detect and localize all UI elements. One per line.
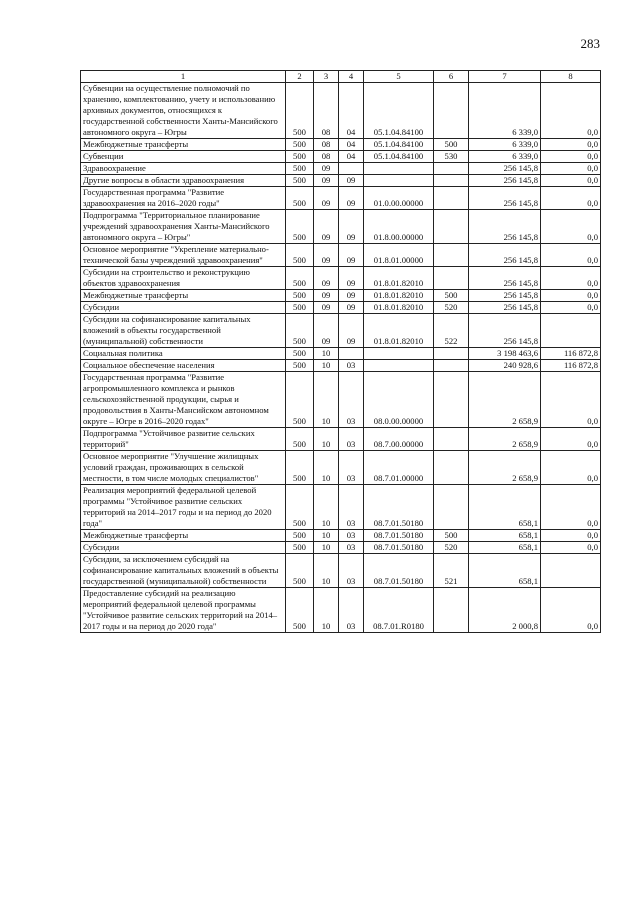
amount-federal: 0,0 bbox=[541, 175, 601, 187]
amount-total: 240 928,6 bbox=[469, 360, 541, 372]
table-row bbox=[81, 542, 601, 554]
subsection-code: 09 bbox=[339, 175, 364, 187]
item-name: Субсидии bbox=[81, 542, 286, 554]
table-row bbox=[81, 187, 601, 210]
item-name: Подпрограмма "Территориальное планирование учреждений здравоохранения Ханты-Мансийского автономного округа – Югры" bbox=[81, 210, 286, 244]
amount-federal: 116 872,8 bbox=[541, 348, 601, 360]
amount-total: 3 198 463,6 bbox=[469, 348, 541, 360]
amount-federal bbox=[541, 554, 601, 588]
ministry-code: 500 bbox=[286, 244, 314, 267]
item-name: Субвенции bbox=[81, 151, 286, 163]
subsection-code bbox=[339, 163, 364, 175]
amount-total: 6 339,0 bbox=[469, 83, 541, 139]
section-code: 08 bbox=[314, 139, 339, 151]
ministry-code: 500 bbox=[286, 163, 314, 175]
subsection-code: 04 bbox=[339, 139, 364, 151]
amount-federal: 0,0 bbox=[541, 83, 601, 139]
ministry-code: 500 bbox=[286, 588, 314, 633]
ministry-code: 500 bbox=[286, 451, 314, 485]
item-name: Межбюджетные трансферты bbox=[81, 290, 286, 302]
table-row bbox=[81, 267, 601, 290]
ministry-code: 500 bbox=[286, 485, 314, 530]
column-number: 4 bbox=[339, 71, 364, 83]
expense-type-code: 500 bbox=[434, 290, 469, 302]
ministry-code: 500 bbox=[286, 372, 314, 428]
item-name: Социальное обеспечение населения bbox=[81, 360, 286, 372]
amount-total: 2 000,8 bbox=[469, 588, 541, 633]
subsection-code: 09 bbox=[339, 210, 364, 244]
item-name: Государственная программа "Развитие агропромышленного комплекса и рынков сельскохозяйственной продукции, сырья и продовольствия в Ханты-Мансийском автономном округе – Югре в 2016–2020 годах" bbox=[81, 372, 286, 428]
target-article-code bbox=[364, 175, 434, 187]
table-row bbox=[81, 244, 601, 267]
item-name: Другие вопросы в области здравоохранения bbox=[81, 175, 286, 187]
amount-total: 2 658,9 bbox=[469, 372, 541, 428]
expense-type-code bbox=[434, 588, 469, 633]
expense-type-code: 500 bbox=[434, 139, 469, 151]
expense-type-code: 520 bbox=[434, 542, 469, 554]
amount-total: 2 658,9 bbox=[469, 451, 541, 485]
expense-type-code: 500 bbox=[434, 530, 469, 542]
section-code: 10 bbox=[314, 554, 339, 588]
target-article-code: 05.1.04.84100 bbox=[364, 151, 434, 163]
amount-federal: 0,0 bbox=[541, 372, 601, 428]
column-number: 6 bbox=[434, 71, 469, 83]
amount-total: 256 145,8 bbox=[469, 187, 541, 210]
amount-federal: 0,0 bbox=[541, 187, 601, 210]
subsection-code: 09 bbox=[339, 187, 364, 210]
target-article-code: 08.0.00.00000 bbox=[364, 372, 434, 428]
ministry-code: 500 bbox=[286, 290, 314, 302]
target-article-code: 01.8.01.82010 bbox=[364, 314, 434, 348]
amount-federal: 0,0 bbox=[541, 210, 601, 244]
target-article-code: 01.8.01.82010 bbox=[364, 302, 434, 314]
amount-federal: 0,0 bbox=[541, 530, 601, 542]
subsection-code: 03 bbox=[339, 372, 364, 428]
item-name: Межбюджетные трансферты bbox=[81, 530, 286, 542]
target-article-code: 01.0.00.00000 bbox=[364, 187, 434, 210]
table-row bbox=[81, 372, 601, 428]
section-code: 09 bbox=[314, 163, 339, 175]
amount-federal: 0,0 bbox=[541, 267, 601, 290]
subsection-code: 09 bbox=[339, 244, 364, 267]
section-code: 10 bbox=[314, 451, 339, 485]
section-code: 10 bbox=[314, 542, 339, 554]
amount-federal: 0,0 bbox=[541, 542, 601, 554]
target-article-code: 08.7.01.50180 bbox=[364, 554, 434, 588]
column-number-row bbox=[81, 71, 601, 83]
amount-federal: 0,0 bbox=[541, 139, 601, 151]
column-number: 8 bbox=[541, 71, 601, 83]
table-row bbox=[81, 485, 601, 530]
section-code: 09 bbox=[314, 290, 339, 302]
ministry-code: 500 bbox=[286, 530, 314, 542]
subsection-code: 09 bbox=[339, 290, 364, 302]
subsection-code: 03 bbox=[339, 542, 364, 554]
expense-type-code bbox=[434, 267, 469, 290]
section-code: 09 bbox=[314, 187, 339, 210]
item-name: Предоставление субсидий на реализацию мероприятий федеральной целевой программы "Устойчивое развитие сельских территорий на 2014–2017 годы и на период до 2020 года" bbox=[81, 588, 286, 633]
amount-total: 256 145,8 bbox=[469, 210, 541, 244]
target-article-code: 01.8.01.00000 bbox=[364, 244, 434, 267]
ministry-code: 500 bbox=[286, 210, 314, 244]
amount-total: 256 145,8 bbox=[469, 290, 541, 302]
amount-federal bbox=[541, 314, 601, 348]
item-name: Субсидии на строительство и реконструкцию объектов здравоохранения bbox=[81, 267, 286, 290]
expense-type-code bbox=[434, 348, 469, 360]
section-code: 10 bbox=[314, 360, 339, 372]
item-name: Государственная программа "Развитие здравоохранения на 2016–2020 годы" bbox=[81, 187, 286, 210]
expense-type-code bbox=[434, 485, 469, 530]
expense-type-code: 520 bbox=[434, 302, 469, 314]
table-row bbox=[81, 348, 601, 360]
item-name: Социальная политика bbox=[81, 348, 286, 360]
section-code: 10 bbox=[314, 485, 339, 530]
subsection-code bbox=[339, 348, 364, 360]
target-article-code bbox=[364, 360, 434, 372]
ministry-code: 500 bbox=[286, 360, 314, 372]
amount-federal: 0,0 bbox=[541, 428, 601, 451]
expense-type-code bbox=[434, 372, 469, 428]
subsection-code: 04 bbox=[339, 151, 364, 163]
amount-total: 6 339,0 bbox=[469, 139, 541, 151]
subsection-code: 03 bbox=[339, 451, 364, 485]
table-row bbox=[81, 428, 601, 451]
expense-type-code bbox=[434, 163, 469, 175]
target-article-code: 08.7.01.50180 bbox=[364, 485, 434, 530]
expense-type-code: 530 bbox=[434, 151, 469, 163]
table-row bbox=[81, 554, 601, 588]
item-name: Субсидии, за исключением субсидий на софинансирование капитальных вложений в объекты государственной (муниципальной) собственности bbox=[81, 554, 286, 588]
amount-total: 256 145,8 bbox=[469, 244, 541, 267]
subsection-code: 03 bbox=[339, 485, 364, 530]
target-article-code: 08.7.01.R0180 bbox=[364, 588, 434, 633]
target-article-code: 05.1.04.84100 bbox=[364, 139, 434, 151]
ministry-code: 500 bbox=[286, 187, 314, 210]
section-code: 08 bbox=[314, 151, 339, 163]
item-name: Субвенции на осуществление полномочий по хранению, комплектованию, учету и использованию архивных документов, относящихся к государственной собственности Ханты-Мансийского автономного округа – Югры bbox=[81, 83, 286, 139]
subsection-code: 03 bbox=[339, 360, 364, 372]
item-name: Подпрограмма "Устойчивое развитие сельских территорий" bbox=[81, 428, 286, 451]
ministry-code: 500 bbox=[286, 428, 314, 451]
amount-federal: 0,0 bbox=[541, 451, 601, 485]
expense-type-code bbox=[434, 428, 469, 451]
ministry-code: 500 bbox=[286, 139, 314, 151]
section-code: 09 bbox=[314, 244, 339, 267]
column-number: 2 bbox=[286, 71, 314, 83]
target-article-code: 05.1.04.84100 bbox=[364, 83, 434, 139]
table-row bbox=[81, 360, 601, 372]
expense-type-code: 521 bbox=[434, 554, 469, 588]
subsection-code: 09 bbox=[339, 267, 364, 290]
budget-table-body bbox=[81, 71, 601, 633]
ministry-code: 500 bbox=[286, 542, 314, 554]
page-number: 283 bbox=[580, 36, 600, 51]
amount-total: 658,1 bbox=[469, 485, 541, 530]
section-code: 10 bbox=[314, 588, 339, 633]
section-code: 10 bbox=[314, 348, 339, 360]
ministry-code: 500 bbox=[286, 348, 314, 360]
amount-federal: 0,0 bbox=[541, 151, 601, 163]
expense-type-code bbox=[434, 83, 469, 139]
ministry-code: 500 bbox=[286, 554, 314, 588]
section-code: 08 bbox=[314, 83, 339, 139]
expense-type-code bbox=[434, 451, 469, 485]
expense-type-code bbox=[434, 175, 469, 187]
column-number: 3 bbox=[314, 71, 339, 83]
subsection-code: 03 bbox=[339, 530, 364, 542]
target-article-code: 01.8.01.82010 bbox=[364, 267, 434, 290]
target-article-code: 08.7.01.50180 bbox=[364, 542, 434, 554]
target-article-code: 08.7.01.50180 bbox=[364, 530, 434, 542]
expense-type-code bbox=[434, 210, 469, 244]
amount-federal: 0,0 bbox=[541, 290, 601, 302]
target-article-code bbox=[364, 163, 434, 175]
amount-total: 6 339,0 bbox=[469, 151, 541, 163]
item-name: Здравоохранение bbox=[81, 163, 286, 175]
target-article-code bbox=[364, 348, 434, 360]
section-code: 10 bbox=[314, 428, 339, 451]
section-code: 10 bbox=[314, 372, 339, 428]
amount-federal: 0,0 bbox=[541, 302, 601, 314]
expense-type-code: 522 bbox=[434, 314, 469, 348]
amount-total: 256 145,8 bbox=[469, 267, 541, 290]
expense-type-code bbox=[434, 244, 469, 267]
subsection-code: 09 bbox=[339, 302, 364, 314]
item-name: Основное мероприятие "Улучшение жилищных условий граждан, проживающих в сельской местности, в том числе молодых специалистов" bbox=[81, 451, 286, 485]
item-name: Реализация мероприятий федеральной целевой программы "Устойчивое развитие сельских территорий на 2014–2017 годы и на период до 2020 года" bbox=[81, 485, 286, 530]
ministry-code: 500 bbox=[286, 314, 314, 348]
table-row bbox=[81, 588, 601, 633]
item-name: Субсидии bbox=[81, 302, 286, 314]
table-row bbox=[81, 530, 601, 542]
table-row bbox=[81, 175, 601, 187]
target-article-code: 01.8.01.82010 bbox=[364, 290, 434, 302]
amount-federal: 0,0 bbox=[541, 244, 601, 267]
ministry-code: 500 bbox=[286, 175, 314, 187]
column-number: 7 bbox=[469, 71, 541, 83]
ministry-code: 500 bbox=[286, 83, 314, 139]
item-name: Основное мероприятие "Укрепление материально-технической базы учреждений здравоохранения" bbox=[81, 244, 286, 267]
table-row bbox=[81, 290, 601, 302]
amount-total: 256 145,8 bbox=[469, 175, 541, 187]
expense-type-code bbox=[434, 187, 469, 210]
column-number: 1 bbox=[81, 71, 286, 83]
amount-total: 658,1 bbox=[469, 554, 541, 588]
table-row bbox=[81, 151, 601, 163]
subsection-code: 04 bbox=[339, 83, 364, 139]
section-code: 09 bbox=[314, 314, 339, 348]
section-code: 09 bbox=[314, 267, 339, 290]
subsection-code: 03 bbox=[339, 428, 364, 451]
amount-federal: 0,0 bbox=[541, 588, 601, 633]
section-code: 09 bbox=[314, 302, 339, 314]
item-name: Субсидии на софинансирование капитальных вложений в объекты государственной (муниципальной) собственности bbox=[81, 314, 286, 348]
amount-federal: 0,0 bbox=[541, 163, 601, 175]
table-row bbox=[81, 83, 601, 139]
budget-table bbox=[80, 70, 601, 633]
expense-type-code bbox=[434, 360, 469, 372]
section-code: 09 bbox=[314, 175, 339, 187]
section-code: 10 bbox=[314, 530, 339, 542]
table-row bbox=[81, 314, 601, 348]
table-row bbox=[81, 210, 601, 244]
amount-federal: 116 872,8 bbox=[541, 360, 601, 372]
table-row bbox=[81, 163, 601, 175]
section-code: 09 bbox=[314, 210, 339, 244]
target-article-code: 08.7.01.00000 bbox=[364, 451, 434, 485]
amount-total: 256 145,8 bbox=[469, 302, 541, 314]
amount-federal: 0,0 bbox=[541, 485, 601, 530]
amount-total: 256 145,8 bbox=[469, 314, 541, 348]
table-row bbox=[81, 451, 601, 485]
ministry-code: 500 bbox=[286, 151, 314, 163]
amount-total: 658,1 bbox=[469, 542, 541, 554]
amount-total: 658,1 bbox=[469, 530, 541, 542]
target-article-code: 08.7.00.00000 bbox=[364, 428, 434, 451]
amount-total: 2 658,9 bbox=[469, 428, 541, 451]
subsection-code: 09 bbox=[339, 314, 364, 348]
subsection-code: 03 bbox=[339, 554, 364, 588]
ministry-code: 500 bbox=[286, 302, 314, 314]
table-row bbox=[81, 302, 601, 314]
table-row bbox=[81, 139, 601, 151]
ministry-code: 500 bbox=[286, 267, 314, 290]
target-article-code: 01.8.00.00000 bbox=[364, 210, 434, 244]
subsection-code: 03 bbox=[339, 588, 364, 633]
amount-total: 256 145,8 bbox=[469, 163, 541, 175]
item-name: Межбюджетные трансферты bbox=[81, 139, 286, 151]
column-number: 5 bbox=[364, 71, 434, 83]
